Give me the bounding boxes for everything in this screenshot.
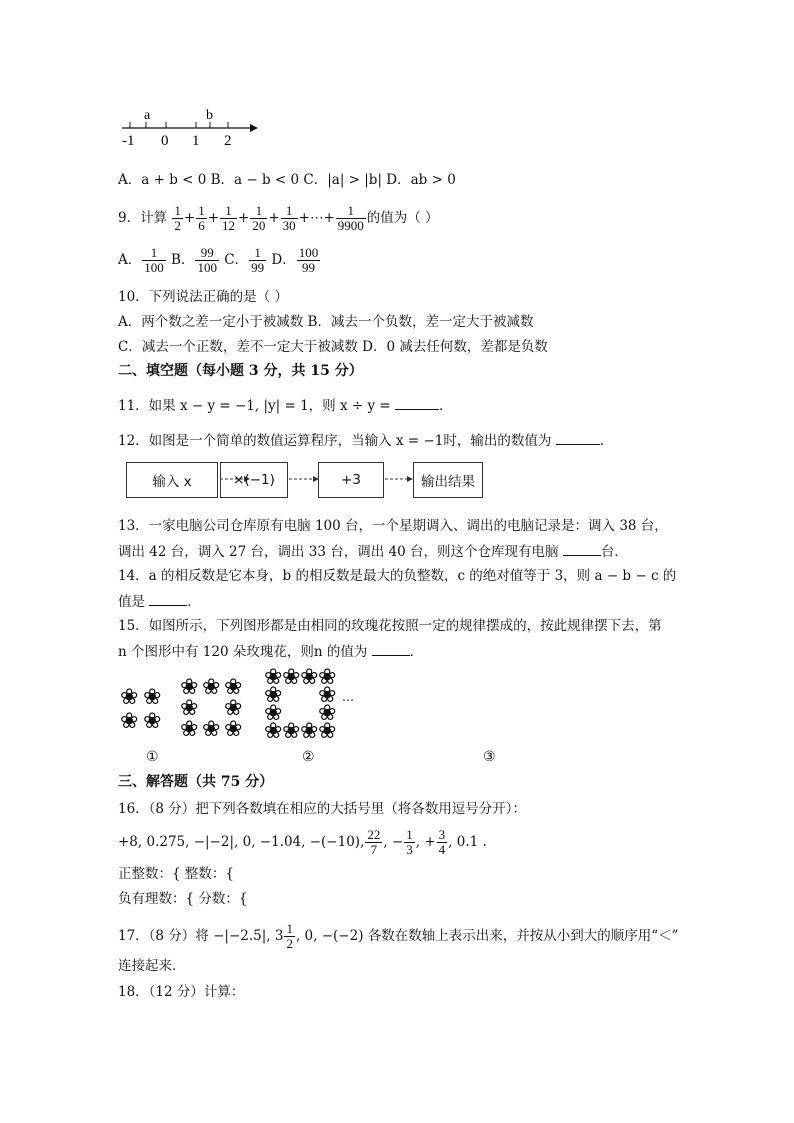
section-heading: 三、解答题（共 75 分） — [118, 774, 274, 790]
tick-label: -1 — [122, 133, 135, 149]
fraction: $\frac{1}{2}$ — [174, 203, 181, 233]
rose-icon: ❀ — [264, 665, 283, 690]
fraction: $\frac{1}{100}$ — [144, 245, 164, 275]
answer-blank[interactable] — [372, 641, 410, 656]
flow-input-box: 输入 x — [126, 462, 218, 498]
answer-blank[interactable] — [395, 395, 439, 410]
answer-blank[interactable] — [149, 591, 187, 606]
flow-multiply-label: ×(−1) — [233, 472, 275, 488]
flow-output-box: 输出结果 — [413, 462, 483, 498]
rose-icon: ❀ — [120, 685, 139, 710]
rose-icon: ❀ — [143, 685, 162, 710]
fraction: $\frac{1}{2}$ — [286, 921, 293, 951]
fraction: $\frac{1}{3}$ — [406, 827, 413, 857]
fraction: $\frac{1}{99}$ — [251, 245, 265, 275]
rose-icon: ❀ — [318, 665, 337, 690]
q11: 11．如果 x − y = −1, |y| = 1，则 x ÷ y = ． — [118, 395, 453, 416]
q10-options-ab: A．两个数之差一定小于被减数 B．减去一个负数，差一定大于被减数 — [118, 314, 534, 330]
rose-icon: ❀ — [300, 719, 319, 744]
fraction: $\frac{1}{30}$ — [282, 203, 296, 233]
arrow-icon — [385, 479, 413, 480]
rose-icon: ❀ — [264, 719, 283, 744]
q17-line1: 17．（8 分）将 −|−2.5|, 3 $\frac{1}{2}$ , 0, −(−2) 各数在数轴上表示出来，并按从小到大的顺序用“＜” — [118, 921, 679, 951]
rose-icon: ❀ — [202, 717, 221, 742]
q9-options: A． $\frac{1}{100}$ B． $\frac{99}{100}$ C． $\frac{1}{99}$ D． $\frac{100}{99}$ — [118, 245, 319, 275]
q18: 18．（12 分）计算： — [118, 984, 245, 1000]
fraction: $\frac{1}{12}$ — [222, 203, 236, 233]
figure-label: ③ — [483, 749, 496, 765]
rose-icon: ❀ — [180, 717, 199, 742]
rose-icon: ❀ — [224, 696, 243, 721]
q14-line2: 值是 ． — [118, 591, 201, 612]
tick-label: 2 — [224, 133, 232, 149]
rose-icon: ❀ — [180, 675, 199, 700]
rose-icon: ❀ — [180, 696, 199, 721]
q9-suffix: 的值为（ ） — [366, 210, 439, 226]
rose-icon: ❀ — [300, 665, 319, 690]
q14-line1: 14．a 的相反数是它本身，b 的相反数是最大的负整数，c 的绝对值等于 3，则 a − b − c 的 — [118, 568, 677, 584]
q15-line2: n 个图形中有 120 朵玫瑰花，则n 的值为 ． — [118, 641, 423, 662]
rose-icon: ❀ — [282, 719, 301, 744]
q17-line2: 连接起来． — [118, 958, 186, 974]
q10-options-cd: C．减去一个正数，差不一定大于被减数 D．0 减去任何数，差都是负数 — [118, 339, 548, 355]
q16-numbers: +8, 0.275, −|−2|, 0, −1.04, −(−10), $\frac{22}{7}$ , − $\frac{1}{3}$ , + $\frac{3}{4}$ , 0.1 . — [118, 827, 487, 857]
flow-add-box: +3 — [318, 462, 384, 498]
rose-icon: ❀ — [264, 701, 283, 726]
q16-stem: 16．（8 分）把下列各数填在相应的大括号里（将各数用逗号分开）： — [118, 801, 527, 817]
rose-icon: ❀ — [224, 717, 243, 742]
fraction: $\frac{1}{9900}$ — [337, 203, 364, 233]
q10-stem: 10．下列说法正确的是（ ） — [118, 289, 288, 305]
fraction: $\frac{22}{7}$ — [367, 827, 381, 857]
rose-icon: ❀ — [264, 683, 283, 708]
rose-icon: ❀ — [224, 675, 243, 700]
q9-stem: 9．计算 $\frac{1}{2}$ + $\frac{1}{6}$ + $\frac{1}{12}$ + $\frac{1}{20}$ + $\frac{1}{30}$ +⋯+ $\frac{1}{9900}$ 的值为（ ） — [118, 203, 439, 233]
arrow-icon — [289, 479, 319, 480]
fraction: $\frac{1}{6}$ — [198, 203, 205, 233]
tick-label: 0 — [161, 133, 169, 149]
q15-line1: 15．如图所示，下列图形都是由相同的玫瑰花按照一定的规律摆成的，按此规律摆下去，第 — [118, 618, 662, 634]
q9-prefix: 9．计算 — [118, 210, 168, 226]
point-b-label: b — [206, 108, 213, 123]
q12: 12．如图是一个简单的数值运算程序，当输入 x = −1时，输出的数值为 ． — [118, 430, 613, 451]
answer-blank[interactable] — [563, 541, 601, 556]
rose-icon: ❀ — [282, 665, 301, 690]
rose-icon: ❀ — [202, 675, 221, 700]
fraction: $\frac{3}{4}$ — [438, 827, 446, 857]
rose-icon: ❀ — [120, 709, 139, 734]
tick-label: 1 — [192, 133, 200, 149]
fraction: $\frac{1}{20}$ — [252, 203, 266, 233]
q8-options: A．a + b < 0 B．a − b < 0 C．|a| > |b| D．ab > 0 — [118, 172, 456, 188]
q13-line2: 调出 42 台，调入 27 台，调出 33 台，调出 40 台，则这个仓库现有电脑 台． — [118, 541, 628, 562]
rose-icon: ❀ — [318, 701, 337, 726]
ellipsis: … — [342, 690, 354, 704]
figure-label: ① — [146, 749, 159, 765]
figure-label: ② — [302, 749, 315, 765]
fraction: $\frac{99}{100}$ — [197, 245, 217, 275]
q16-row2: 负有理数：{ 分数：{ — [118, 891, 248, 907]
q16-row1: 正整数：{ 整数：{ — [118, 866, 234, 882]
rose-icon: ❀ — [143, 709, 162, 734]
answer-blank[interactable] — [556, 430, 600, 445]
section-heading: 二、填空题（每小题 3 分，共 15 分） — [118, 363, 363, 379]
rose-icon: ❀ — [318, 683, 337, 708]
fraction: $\frac{100}{99}$ — [298, 245, 319, 275]
q13-line1: 13．一家电脑公司仓库原有电脑 100 台，一个星期调入、调出的电脑记录是：调入 38 台， — [118, 518, 668, 534]
rose-icon: ❀ — [318, 719, 337, 744]
number-line-figure — [118, 104, 258, 150]
point-a-label: a — [144, 108, 151, 123]
